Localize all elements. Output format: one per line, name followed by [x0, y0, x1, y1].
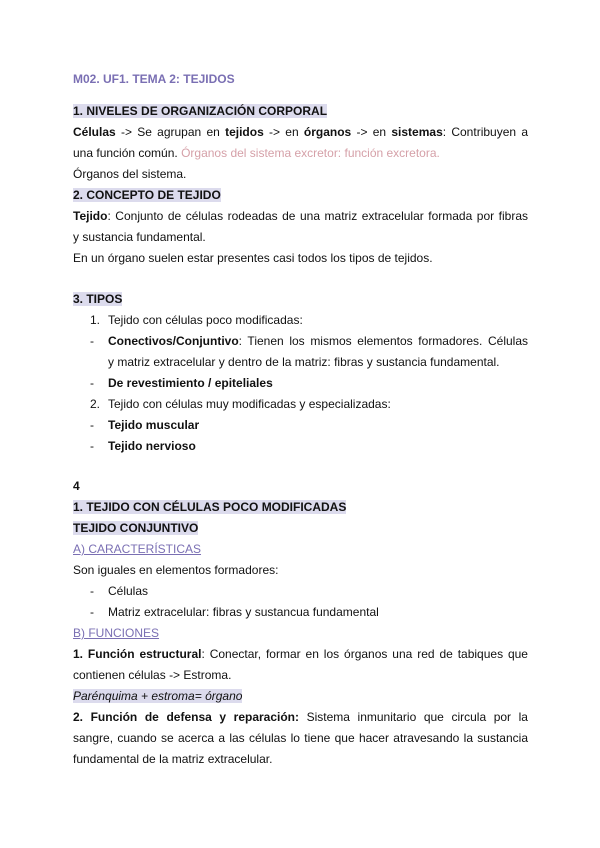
list-item: - Matriz extracelular: fibras y sustancua fundamental: [90, 605, 379, 619]
list-item: - Tejido muscular: [90, 418, 200, 432]
section-4-heading: 1. TEJIDO CON CÉLULAS POCO MODIFICADAS: [73, 500, 347, 514]
funcion-2-line-3: fundamental de la matriz extracelular.: [73, 752, 273, 766]
section-1-heading: 1. NIVELES DE ORGANIZACIÓN CORPORAL: [73, 104, 328, 118]
section-4-subheading: TEJIDO CONJUNTIVO: [73, 521, 199, 535]
funcion-1-line-1: 1. Función estructural: Conectar, formar en los órganos una red de tabiques que: [73, 647, 528, 661]
example-text: Órganos del sistema excretor: función excretora.: [181, 146, 440, 160]
funciones-link[interactable]: B) FUNCIONES: [73, 626, 160, 640]
section-2-definition-line-1: Tejido: Conjunto de células rodeadas de una matriz extracelular formada por fibras: [73, 209, 528, 223]
funcion-1-note: Parénquima + estroma= órgano: [73, 689, 243, 703]
section-2-paragraph-2: En un órgano suelen estar presentes casi todos los tipos de tejidos.: [73, 251, 433, 265]
section-2-definition-line-2: y sustancia fundamental.: [73, 230, 206, 244]
section-1-paragraph-line-2: una función común. Órganos del sistema excretor: función excretora.: [73, 146, 440, 160]
caracteristicas-link[interactable]: A) CARACTERÍSTICAS: [73, 542, 202, 556]
section-2-heading: 2. CONCEPTO DE TEJIDO: [73, 188, 221, 202]
list-item: - Células: [90, 584, 149, 598]
caracteristicas-text: Son iguales en elementos formadores:: [73, 563, 279, 577]
funcion-2-line-1: 2. Función de defensa y reparación: Sistema inmunitario que circula por la: [73, 710, 528, 724]
list-item: - Tejido nervioso: [90, 439, 196, 453]
list-item: 1. Tejido con células poco modificadas:: [90, 313, 303, 327]
list-item-continuation: y matriz extracelular y dentro de la matriz: fibras y sustancia fundamental.: [108, 355, 500, 369]
list-item: - Conectivos/Conjuntivo: Tienen los mismos elementos formadores. Células: [90, 334, 528, 348]
section-3-heading: 3. TIPOS: [73, 292, 123, 306]
funcion-1-line-2: contienen células -> Estroma.: [73, 668, 232, 682]
document-title: M02. UF1. TEMA 2: TEJIDOS: [73, 72, 235, 86]
section-1-paragraph-2: Órganos del sistema.: [73, 167, 187, 181]
funcion-2-line-2: sangre, cuando se acerca a las células lo tiene que hacer atravesando la sustancia: [73, 731, 528, 745]
section-4-number: 4: [73, 479, 80, 493]
section-1-paragraph-line-1: Células -> Se agrupan en tejidos -> en órganos -> en sistemas: Contribuyen a: [73, 125, 528, 139]
list-item: 2. Tejido con células muy modificadas y especializadas:: [90, 397, 391, 411]
list-item: - De revestimiento / epiteliales: [90, 376, 273, 390]
